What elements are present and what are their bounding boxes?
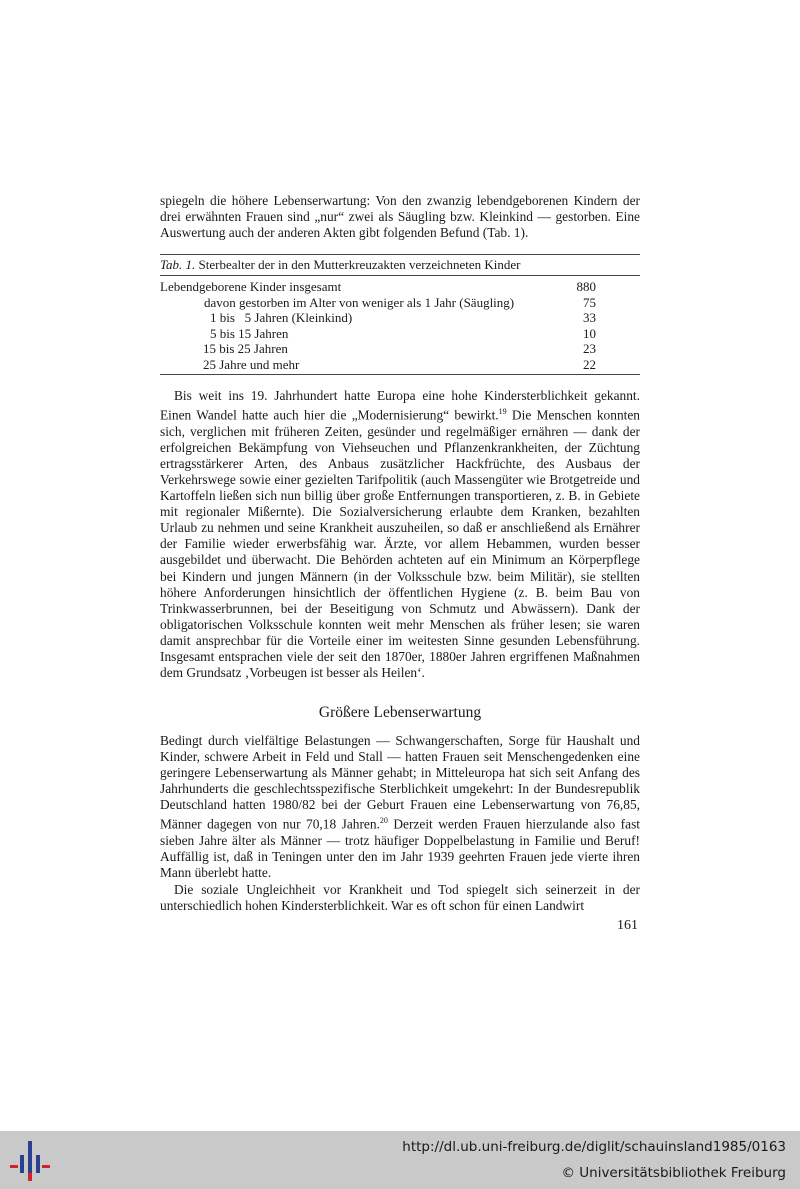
body-paragraph [160, 388, 640, 681]
table-caption-text: Sterbealter der in den Mutterkreuzakten verzeichneten Kinder [195, 257, 521, 272]
body-section-2 [160, 733, 640, 915]
body-text: Bedingt durch vielfältige Belastungen — Schwangerschaften, Sorge für Haushalt und Kinder, schwere Arbeit in Feld und Stall — hatten Frauen seit Menschengedenken eine geringere Lebenserwartung als Männer gehabt; in Mitteleuropa hat sich seit Anfang des Jahrhunderts die geschlechtsspezifische Sterblichkeit umgekehrt: In der Bundesrepublik Deutschland hatten 1980/82 bei der Geburt Frauen eine Lebenserwartung von 76,85, Männer dagegen von nur 70,18 Jahren. [160, 733, 640, 832]
intro-paragraph [160, 193, 640, 241]
table-row-value: 75 [583, 294, 596, 310]
table-row-label: 25 Jahre und mehr [203, 356, 300, 372]
table-row [160, 310, 640, 326]
section-heading: Größere Lebenserwartung [318, 704, 482, 721]
table-row-label: Lebendgeborene Kinder insgesamt [160, 279, 342, 294]
table-caption [160, 257, 640, 273]
table-row [160, 295, 640, 311]
body-text: Die Menschen konnten sich, verglichen mit früheren Zeiten, gesünder und regelmäßiger ernähren — dank der erfolgreichen Bekämpfung von Viehseuchen und Pflanzenkrankheiten, der Züchtung ertragsstärkerer Arten, des Anbaus zusätzlicher Hackfrüchte, des Ausbaus der Verkehrswege sowie einer gezielten Tarifpolitik (auch Massengüter wie Brotgetreide und Kartoffeln ließen sich nun billig über große Entfernungen transportieren, z. B. in Gebiete mit regionaler Mißernte). Die Sozialversicherung erlaubte dem Kranken, bezahlten Urlaub zu nehmen und seine Krankheit auszuheilen, so daß er anschließend als Ernährer der Familie wieder erwerbsfähig war. Ärzte, vor allem Hebammen, wurden besser ausgebildet und überwacht. Die Behörden achteten auf ein Minimum an Körperpflege bei Kindern und jungen Männern (in der Volksschule bzw. beim Militär), sie stellten höhere Anforderungen hinsichtlich der öffentlichen Hygiene (z. B. beim Bau von Trinkwasserbrunnen, bei der Beseitigung von Schmutz und Abwässern). Dank der obligatorischen Volksschule konnten weit mehr Menschen als früher lesen; sie waren damit ansprechbar für die Vorteile einer im weitesten Sinne gesunden Lebensführung. Insgesamt entsprachen viele der seit den 1870er, 1880er Jahren ergriffenen Maßnahmen dem Grundsatz ‚Vorbeugen ist besser als Heilen‘. [160, 407, 640, 681]
intro-text: spiegeln die höhere Lebenserwartung: Von den zwanzig lebendgeborenen Kindern der drei erwähnten Frauen sind „nur“ zwei als Säugling bzw. Kleinkind — gestorben. Eine Auswertung auch der anderen Akten gibt folgenden Befund (Tab. 1). [160, 193, 640, 241]
table-row [160, 326, 640, 342]
footnote-ref: 20 [379, 816, 388, 826]
table-row [160, 357, 640, 373]
table-row-value: 22 [583, 356, 596, 372]
table-rule-top [160, 254, 640, 255]
permalink-url[interactable]: http://dl.ub.uni-freiburg.de/diglit/schauinsland1985/0163 [402, 1139, 786, 1155]
table-row-label: davon gestorben im Alter von weniger als 1 Jahr (Säugling) [204, 294, 515, 310]
table-rule-mid [160, 275, 640, 276]
table-row-label: 5 bis 15 Jahren [210, 325, 289, 341]
copyright-notice: © Universitätsbibliothek Freiburg [561, 1165, 786, 1181]
body-text: Derzeit werden Frauen hierzulande also fast sieben Jahre älter als Männer — trotz häufiger Doppelbelastung in Familie und Beruf! Auffällig ist, daß in Teningen unter den im Jahr 1939 geehrten Frauen jede vierte ihren Mann überlebt hatte. [160, 816, 640, 881]
body-text: Bis weit ins 19. Jahrhundert hatte Europa eine hohe Kindersterblichkeit gekannt. Einen Wandel hatte auch hier die „Modernisierung“ bewirkt. [160, 388, 640, 423]
table-caption-label: Tab. 1. [160, 257, 196, 272]
table-rule-bottom [160, 374, 640, 375]
table-row-label: 15 bis 25 Jahren [203, 341, 288, 356]
table-row-label: 1 bis 5 Jahren (Kleinkind) [210, 310, 353, 325]
table-row-value: 33 [583, 310, 596, 325]
table-row [160, 279, 640, 295]
body-paragraph: Die soziale Ungleichheit vor Krankheit und Tod spiegelt sich seinerzeit in der unterschiedlich hohen Kindersterblichkeit. War es oft schon für einen Landwirt [160, 882, 640, 914]
table-row-value: 23 [583, 341, 596, 356]
viewer-footer [0, 1131, 800, 1189]
footnote-ref: 19 [498, 407, 507, 417]
table-row [160, 341, 640, 357]
page-number: 161 [617, 918, 638, 933]
table-row-value: 880 [576, 279, 596, 294]
body-section-1 [160, 388, 640, 681]
logo-graphic [8, 1141, 52, 1181]
table-row-value: 10 [583, 325, 596, 341]
body-paragraph [160, 733, 640, 881]
ub-freiburg-logo-icon[interactable] [8, 1141, 52, 1181]
